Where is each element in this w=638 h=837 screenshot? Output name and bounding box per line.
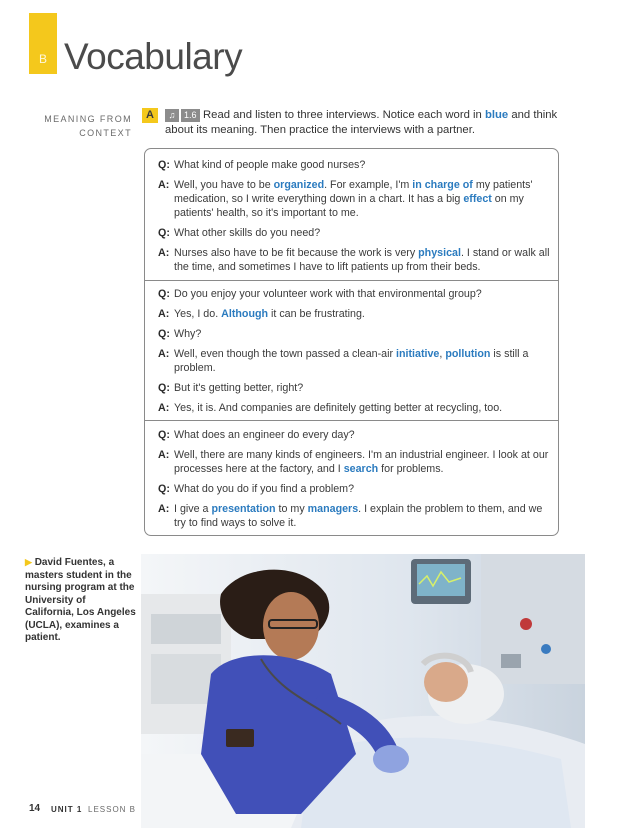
interview-question <box>158 226 552 240</box>
speaker-label: Q: <box>158 429 170 441</box>
activity-letter-badge: A <box>142 108 158 123</box>
dialog-segment: on my patients' health, so it's important to me. <box>174 193 524 219</box>
dialog-text <box>158 158 552 172</box>
dialog-text <box>158 502 552 530</box>
speaker-label: A: <box>158 179 170 191</box>
interview-answer <box>158 502 552 530</box>
speaker-label: Q: <box>158 159 170 171</box>
dialog-segment: for problems. <box>378 463 444 475</box>
dialog-segment: Well, you have to be <box>174 179 274 191</box>
interview-question <box>158 482 552 496</box>
dialog-segment: I give a <box>174 503 212 515</box>
interview-answer <box>158 178 552 220</box>
dialog-text <box>158 178 552 220</box>
dialog-text <box>158 428 552 442</box>
speaker-label: Q: <box>158 382 170 394</box>
section-badge <box>29 13 57 74</box>
dialog-segment: What other skills do you need? <box>174 227 321 239</box>
page-title: Vocabulary <box>64 36 243 77</box>
dialog-segment: What do you do if you find a problem? <box>174 483 355 495</box>
interview-answer <box>158 307 552 321</box>
lesson-label: LESSON B <box>88 805 137 814</box>
dialog-segment: . For example, I'm <box>324 179 413 191</box>
dialog-segment: What kind of people make good nurses? <box>174 159 366 171</box>
photo-illustration <box>141 554 585 828</box>
dialog-segment: Yes, I do. <box>174 308 222 320</box>
dialog-segment: Nurses also have to be fit because the work is very <box>174 247 419 259</box>
interview-answer <box>158 347 552 375</box>
dialog-segment: is still a problem. <box>174 348 529 374</box>
interview-divider-1 <box>144 280 559 281</box>
side-label-line1: MEANING FROM <box>44 114 132 124</box>
dialog-segment: , <box>439 348 446 360</box>
vocab-word: effect <box>463 193 492 205</box>
vocab-word: physical <box>418 247 461 259</box>
side-label-line2: CONTEXT <box>79 128 132 138</box>
vocab-word: search <box>343 463 379 475</box>
dialog-segment: What does an engineer do every day? <box>174 429 355 441</box>
dialog-text <box>158 327 552 341</box>
dialog-segment: . I explain the problem to them, and we try to find ways to solve it. <box>174 503 543 529</box>
dialog-text <box>158 226 552 240</box>
dialog-text <box>158 448 552 476</box>
speaker-label: Q: <box>158 227 170 239</box>
dialog-text <box>158 401 552 415</box>
interview-answer <box>158 401 552 415</box>
vocab-word: presentation <box>211 503 276 515</box>
dialog-text <box>158 381 552 395</box>
vocab-word: pollution <box>445 348 491 360</box>
speaker-label: A: <box>158 402 170 414</box>
instructions-text-a: Read and listen to three interviews. Notice each word in <box>203 109 485 121</box>
speaker-label: Q: <box>158 288 170 300</box>
speaker-label: A: <box>158 503 170 515</box>
vocab-word: initiative <box>396 348 440 360</box>
interview-question <box>158 381 552 395</box>
interview-question <box>158 158 552 172</box>
speaker-label: Q: <box>158 483 170 495</box>
speaker-label: Q: <box>158 328 170 340</box>
dialog-text <box>158 246 552 274</box>
side-label <box>40 112 132 140</box>
section-letter: B <box>38 52 47 66</box>
nurse-examining-patient-photo <box>141 554 585 828</box>
dialog-text <box>158 307 552 321</box>
vocab-word: Although <box>221 308 269 320</box>
speaker-label: A: <box>158 247 170 259</box>
unit-label: UNIT 1 <box>51 805 83 814</box>
interview-answer <box>158 246 552 274</box>
dialog-text <box>158 347 552 375</box>
instructions-blue-word: blue <box>484 109 509 121</box>
speaker-label: A: <box>158 348 170 360</box>
photo-caption <box>25 556 137 645</box>
audio-track-number: 1.6 <box>181 109 200 122</box>
dialog-segment: my patients' medication, so I write everything down in a chart. It has a big <box>174 179 533 205</box>
vocab-word: organized <box>273 179 325 191</box>
headphones-audio-icon[interactable]: ♫ <box>165 109 179 122</box>
activity-instructions <box>165 108 585 138</box>
speaker-label: A: <box>158 449 170 461</box>
dialog-segment: Well, there are many kinds of engineers. I'm an industrial engineer. I look at our processes here at the factory, and I <box>174 449 549 475</box>
interview-question <box>158 287 552 301</box>
interview-question <box>158 428 552 442</box>
speaker-label: A: <box>158 308 170 320</box>
dialog-segment: . I stand or walk all the time, and sometimes I have to lift patients up from their beds. <box>174 247 550 273</box>
dialog-text <box>158 287 552 301</box>
page-number: 14 <box>29 803 41 814</box>
interview-divider-2 <box>144 420 559 421</box>
dialog-segment: But it's getting better, right? <box>174 382 304 394</box>
vocab-word: managers <box>307 503 359 515</box>
dialog-segment: Do you enjoy your volunteer work with that environmental group? <box>174 288 482 300</box>
instructions-text-b: and think about its meaning. Then practice the interviews with a partner. <box>165 109 558 136</box>
dialog-segment: Yes, it is. And companies are definitely getting better at recycling, too. <box>174 402 503 414</box>
vocab-word: in charge of <box>412 179 473 191</box>
caption-pointer-icon: ▶ <box>25 557 32 567</box>
dialog-text <box>158 482 552 496</box>
dialog-segment: Why? <box>174 328 202 340</box>
dialog-segment: Well, even though the town passed a clean-air <box>174 348 397 360</box>
interview-answer <box>158 448 552 476</box>
dialog-segment: it can be frustrating. <box>268 308 365 320</box>
caption-text: David Fuentes, a masters student in the nursing program at the University of California, Los Angeles (UCLA), examines a patient. <box>25 557 136 643</box>
dialog-segment: to my <box>275 503 308 515</box>
interview-question <box>158 327 552 341</box>
